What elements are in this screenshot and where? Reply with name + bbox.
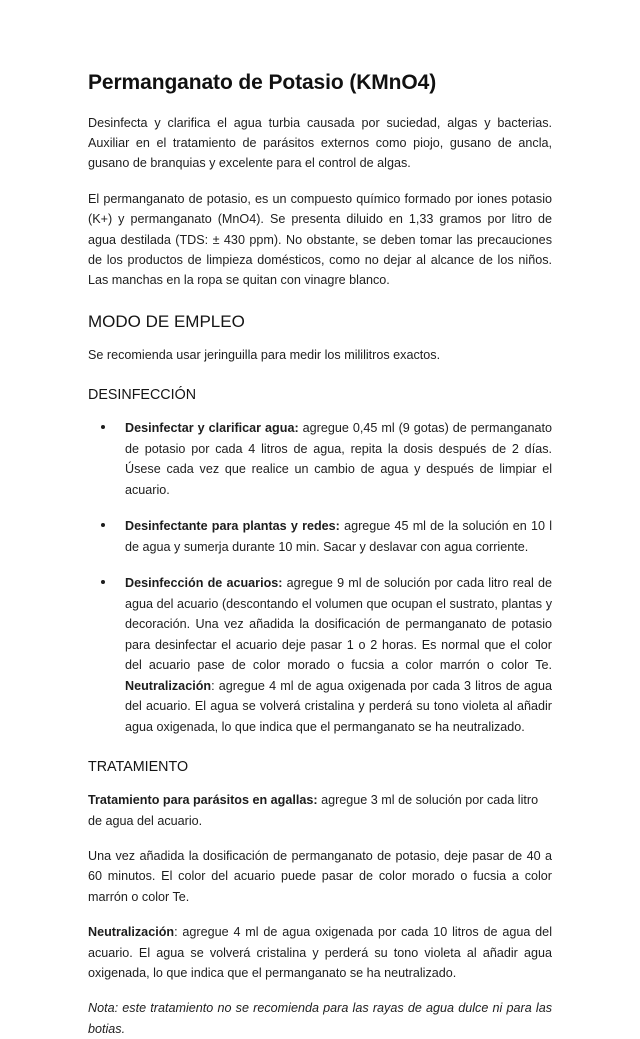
intro-paragraph-1: Desinfecta y clarifica el agua turbia causada por suciedad, algas y bacterias. Auxiliar en el tratamiento de parásitos externos como piojo, gusano de ancla, gusano de branquias y excelente para el control de algas. (88, 115, 552, 171)
bullet-body-text: agregue 0,45 ml (9 gotas) de permanganato de potasio por cada 4 litros de agua, repita la dosis después de 2 días. Úsese cada vez que realice un cambio de agua y después de limpiar el acuario. (125, 421, 552, 497)
bullet-body-text: agregue 9 ml de solución por cada litro real de agua del acuario (descontando el volumen que ocupan el sustrato, plantas y decoración. Una vez añadida la dosificación de permanganato de potasio para desinfectar el acuario deje pasar 1 o 2 horas. Es normal que el color del acuario pase de color morado o fucsia a color marrón o color Te. (125, 576, 553, 673)
intro-paragraph-2: El permanganato de potasio, es un compuesto químico formado por iones potasio (K+) y permanganato (MnO4). Se presenta diluido en 1,33 gramos por litro de agua destilada (TDS: ± 430 ppm). No obstante, se deben tomar las precauciones de los productos de limpieza domésticos, como no dejar al alcance de los niños. Las manchas en la ropa se quitan con vinagre blanco. (88, 191, 552, 288)
tratamiento-paragraph-3 (88, 922, 552, 983)
bullet-lead-label: Desinfectante para plantas y redes: (125, 519, 340, 534)
bullet-lead-label: Desinfección de acuarios: (125, 576, 283, 591)
tratamiento-note: Nota: este tratamiento no se recomienda para las rayas de agua dulce ni para las botias. (88, 1001, 552, 1036)
neutralizacion-label: Neutralización (88, 925, 175, 940)
subsection-heading-tratamiento: TRATAMIENTO (88, 759, 189, 776)
list-item (88, 573, 552, 737)
list-item (88, 418, 552, 500)
desinfeccion-bullet-list (88, 418, 552, 737)
section-heading-modo-empleo: MODO DE EMPLEO (88, 311, 245, 331)
subsection-heading-desinfeccion: DESINFECCIÓN (88, 387, 197, 404)
bullet-lead-label: Desinfectar y clarificar agua: (125, 421, 299, 436)
tratamiento-paragraph-2: Una vez añadida la dosificación de permanganato de potasio, deje pasar de 40 a 60 minutos. El color del acuario puede pasar de color morado o fucsia a color marrón o color Te. (88, 849, 552, 904)
tratamiento-paragraph-1 (88, 790, 552, 831)
list-item (88, 516, 552, 557)
tratamiento-lead-label: Tratamiento para parásitos en agallas: (88, 793, 318, 808)
page-title: Permanganato de Potasio (KMnO4) (88, 71, 437, 94)
tratamiento-body-text: agregue 3 ml de solución por cada litro de agua del acuario. (88, 793, 539, 828)
bullet-neutralizacion-text: : agregue 4 ml de agua oxigenada por cada 3 litros de agua del acuario. El agua se volverá cristalina y perderá su tono violeta al añadir agua oxigenada, lo que indica que el permanganato se ha neutralizado. (125, 678, 552, 734)
bullet-neutralizacion-label: Neutralización (125, 678, 212, 693)
bullet-body-text: agregue 45 ml de la solución en 10 l de agua y sumerja durante 10 min. Sacar y deslavar con agua corriente. (125, 519, 552, 554)
neutralizacion-text: : agregue 4 ml de agua oxigenada por cada 10 litros de agua del acuario. El agua se volverá cristalina y perderá su tono violeta al añadir agua oxigenada, lo que indica que el permanganato se ha neutralizado. (88, 925, 552, 981)
modo-empleo-intro: Se recomienda usar jeringuilla para medir los mililitros exactos. (88, 347, 441, 362)
